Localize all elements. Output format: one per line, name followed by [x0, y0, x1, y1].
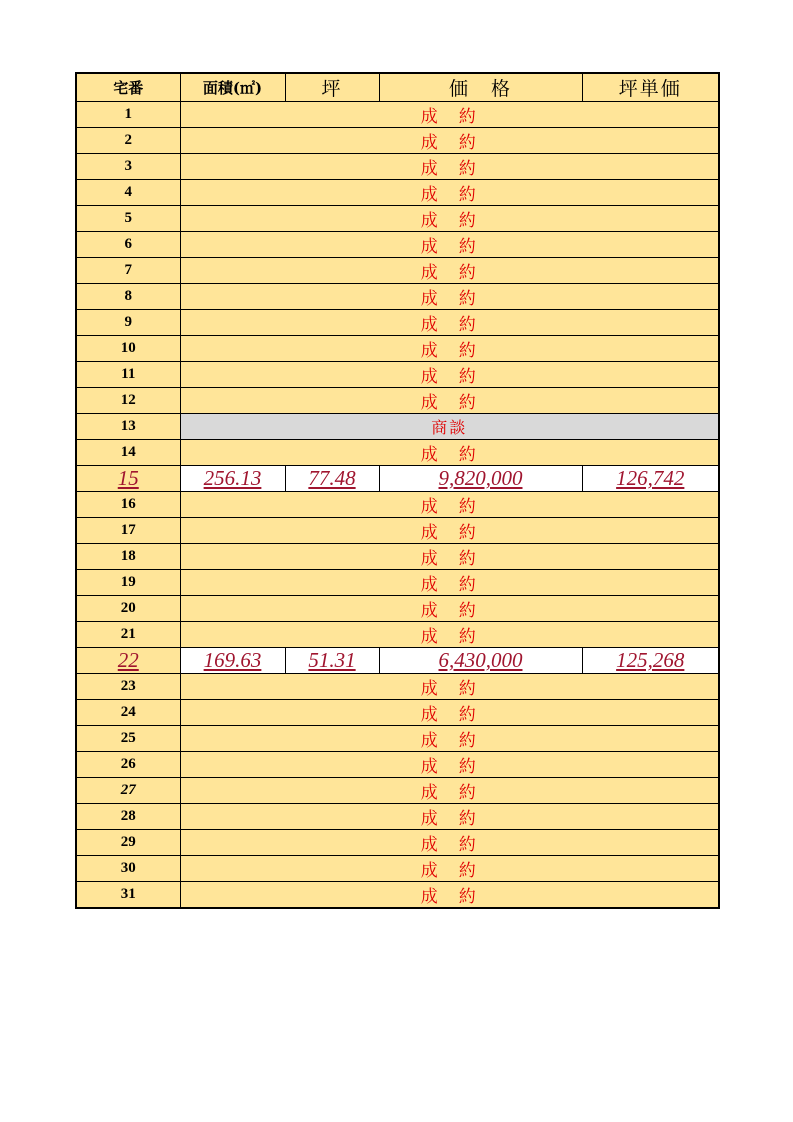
table-row: [76, 492, 719, 518]
lot-number: 5: [76, 206, 180, 232]
status-sold: 成 約: [180, 752, 719, 778]
table-row: [76, 414, 719, 440]
lot-number: 9: [76, 310, 180, 336]
lot-number: 26: [76, 752, 180, 778]
table-row: [76, 128, 719, 154]
lot-rows: [76, 102, 719, 909]
lot-number: 31: [76, 882, 180, 909]
lot-number: 6: [76, 232, 180, 258]
table-row: [76, 778, 719, 804]
table-row: [76, 362, 719, 388]
table-row: [76, 804, 719, 830]
table-row: [76, 258, 719, 284]
lot-number: 16: [76, 492, 180, 518]
status-sold: 成 約: [180, 726, 719, 752]
lot-number: 25: [76, 726, 180, 752]
header-area: 面積(㎡): [180, 73, 285, 102]
status-sold: 成 約: [180, 882, 719, 909]
lot-number: 11: [76, 362, 180, 388]
lot-number: 15: [76, 466, 180, 492]
table-row: [76, 232, 719, 258]
lot-number: 10: [76, 336, 180, 362]
table-row: [76, 596, 719, 622]
lot-number: 22: [76, 648, 180, 674]
table-row: [76, 570, 719, 596]
status-sold: 成 約: [180, 440, 719, 466]
status-sold: 成 約: [180, 154, 719, 180]
status-sold: 成 約: [180, 336, 719, 362]
lot-tsubo: 77.48: [285, 466, 379, 492]
table-row: [76, 700, 719, 726]
table-row: [76, 882, 719, 909]
status-sold: 成 約: [180, 700, 719, 726]
status-sold: 成 約: [180, 544, 719, 570]
lot-number: 12: [76, 388, 180, 414]
status-sold: 成 約: [180, 622, 719, 648]
table-row: [76, 622, 719, 648]
table-row: [76, 648, 719, 674]
table-row: [76, 752, 719, 778]
status-sold: 成 約: [180, 804, 719, 830]
lot-number: 13: [76, 414, 180, 440]
status-sold: 成 約: [180, 492, 719, 518]
lot-price: 6,430,000: [379, 648, 582, 674]
status-sold: 成 約: [180, 310, 719, 336]
lot-status-table: [75, 72, 720, 909]
lot-number: 21: [76, 622, 180, 648]
status-sold: 成 約: [180, 856, 719, 882]
lot-price: 9,820,000: [379, 466, 582, 492]
lot-number: 24: [76, 700, 180, 726]
table-row: [76, 830, 719, 856]
status-sold: 成 約: [180, 128, 719, 154]
table-row: [76, 518, 719, 544]
lot-number: 27: [76, 778, 180, 804]
status-sold: 成 約: [180, 284, 719, 310]
status-sold: 成 約: [180, 830, 719, 856]
status-sold: 成 約: [180, 570, 719, 596]
status-sold: 成 約: [180, 180, 719, 206]
header-price: 価 格: [379, 73, 582, 102]
lot-unit-price: 126,742: [582, 466, 719, 492]
status-sold: 成 約: [180, 362, 719, 388]
table-row: [76, 284, 719, 310]
lot-number: 8: [76, 284, 180, 310]
lot-number: 20: [76, 596, 180, 622]
status-sold: 成 約: [180, 596, 719, 622]
header-unit-price: 坪単価: [582, 73, 719, 102]
status-sold: 成 約: [180, 232, 719, 258]
header-tsubo: 坪: [285, 73, 379, 102]
lot-number: 2: [76, 128, 180, 154]
lot-number: 18: [76, 544, 180, 570]
table-row: [76, 154, 719, 180]
status-sold: 成 約: [180, 778, 719, 804]
table-row: [76, 466, 719, 492]
header-lot: 宅番: [76, 73, 180, 102]
table-row: [76, 674, 719, 700]
table-row: [76, 180, 719, 206]
status-sold: 成 約: [180, 206, 719, 232]
lot-number: 3: [76, 154, 180, 180]
table-row: [76, 856, 719, 882]
table-row: [76, 388, 719, 414]
lot-number: 14: [76, 440, 180, 466]
table-row: [76, 544, 719, 570]
table-row: [76, 336, 719, 362]
table-row: [76, 726, 719, 752]
lot-area: 169.63: [180, 648, 285, 674]
table-row: [76, 206, 719, 232]
header-row: [76, 73, 719, 102]
status-sold: 成 約: [180, 674, 719, 700]
lot-number: 29: [76, 830, 180, 856]
table-row: [76, 440, 719, 466]
status-sold: 成 約: [180, 518, 719, 544]
lot-number: 23: [76, 674, 180, 700]
lot-number: 17: [76, 518, 180, 544]
table-row: [76, 310, 719, 336]
status-sold: 成 約: [180, 102, 719, 128]
table-row: [76, 102, 719, 128]
lot-unit-price: 125,268: [582, 648, 719, 674]
lot-number: 28: [76, 804, 180, 830]
lot-number: 4: [76, 180, 180, 206]
status-negotiating: 商談: [180, 414, 719, 440]
lot-number: 30: [76, 856, 180, 882]
status-sold: 成 約: [180, 388, 719, 414]
lot-number: 1: [76, 102, 180, 128]
status-sold: 成 約: [180, 258, 719, 284]
lot-number: 7: [76, 258, 180, 284]
lot-number: 19: [76, 570, 180, 596]
lot-tsubo: 51.31: [285, 648, 379, 674]
lot-area: 256.13: [180, 466, 285, 492]
